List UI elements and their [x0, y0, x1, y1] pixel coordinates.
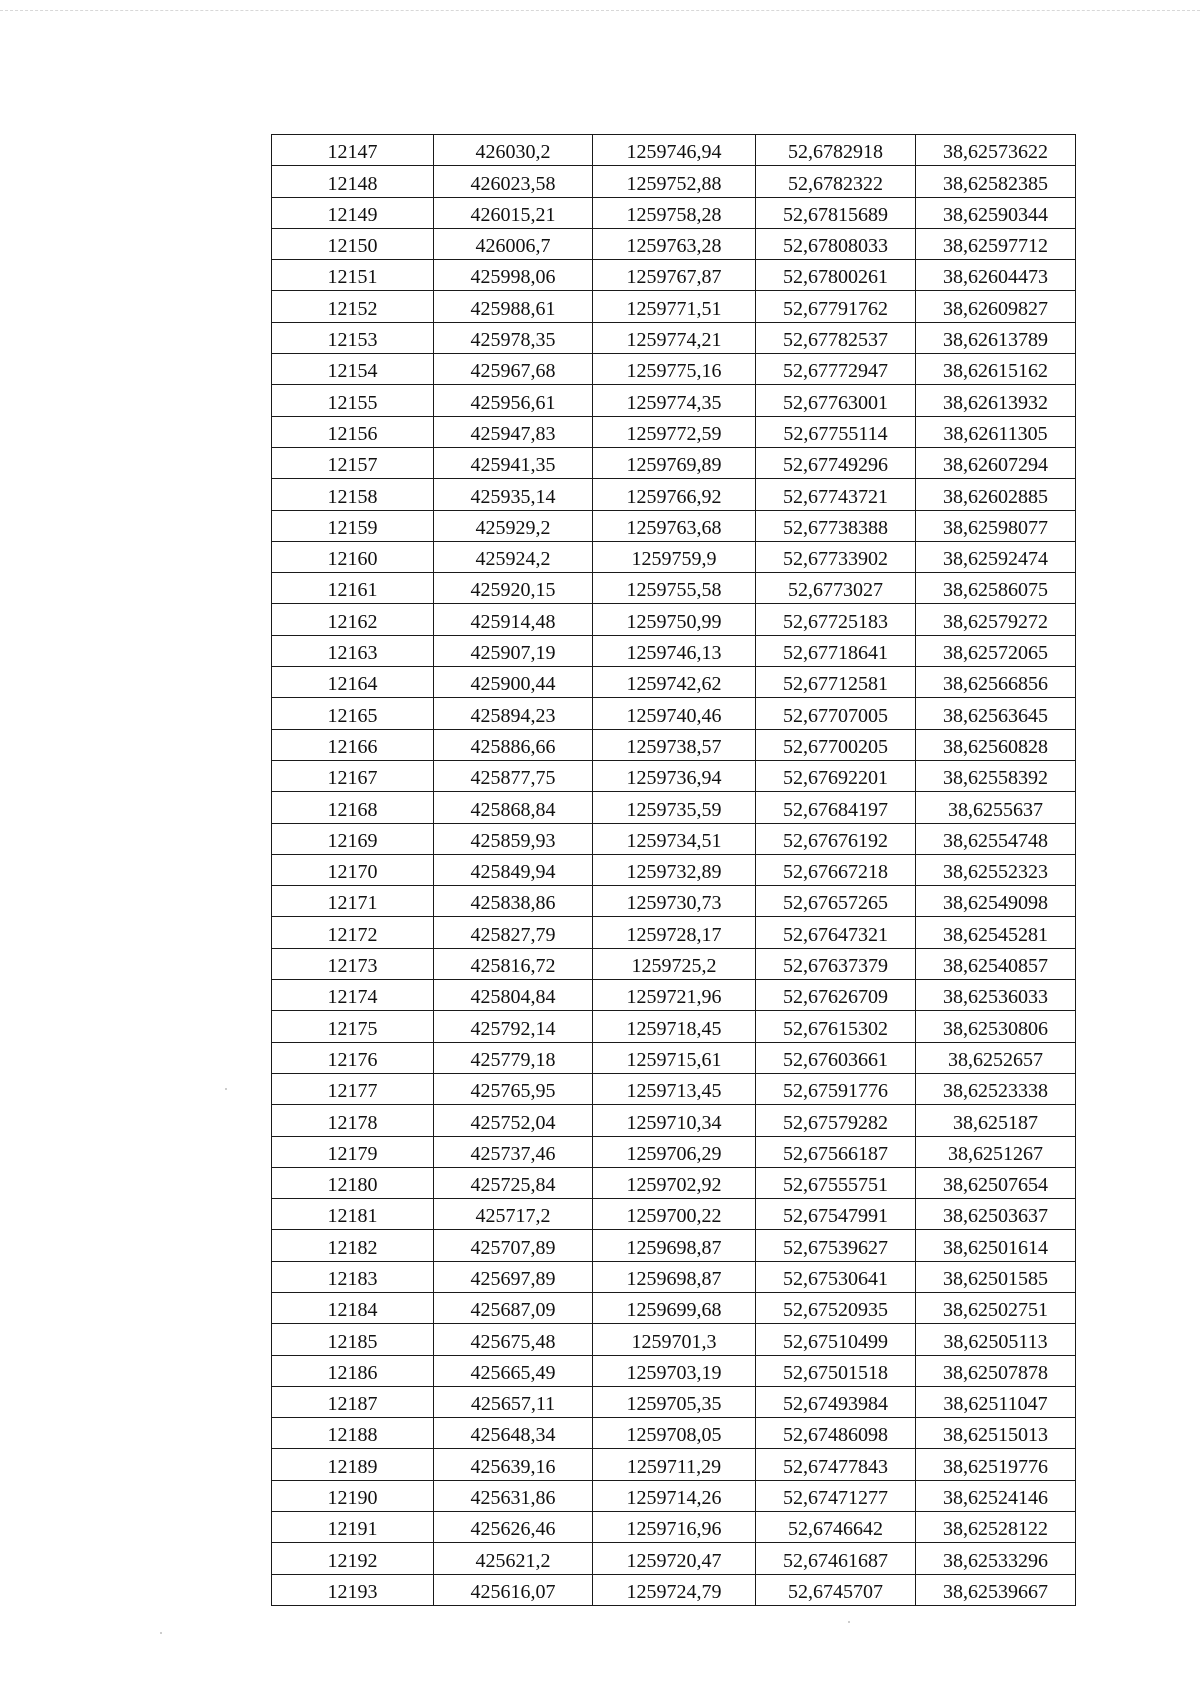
y-coordinate-cell: 1259769,89: [593, 447, 756, 478]
longitude-cell: 38,62602885: [916, 479, 1076, 510]
point-number-cell: 12152: [272, 291, 434, 322]
table-row: [272, 260, 1076, 291]
x-coordinate-cell: 425929,2: [434, 510, 593, 541]
table-row: [272, 416, 1076, 447]
x-coordinate-cell: 425947,83: [434, 416, 593, 447]
point-number-cell: 12168: [272, 792, 434, 823]
longitude-cell: 38,62598077: [916, 510, 1076, 541]
table-row: [272, 1292, 1076, 1323]
point-number-cell: 12170: [272, 854, 434, 885]
scan-speck: [848, 1621, 850, 1623]
x-coordinate-cell: 425675,48: [434, 1324, 593, 1355]
longitude-cell: 38,62563645: [916, 698, 1076, 729]
table-row: [272, 166, 1076, 197]
y-coordinate-cell: 1259772,59: [593, 416, 756, 447]
table-row: [272, 980, 1076, 1011]
y-coordinate-cell: 1259721,96: [593, 980, 756, 1011]
longitude-cell: 38,62501585: [916, 1261, 1076, 1292]
latitude-cell: 52,67772947: [756, 354, 916, 385]
table-row: [272, 1011, 1076, 1042]
y-coordinate-cell: 1259755,58: [593, 573, 756, 604]
coordinates-table: [271, 134, 1076, 1606]
latitude-cell: 52,67626709: [756, 980, 916, 1011]
y-coordinate-cell: 1259700,22: [593, 1199, 756, 1230]
longitude-cell: 38,62530806: [916, 1011, 1076, 1042]
x-coordinate-cell: 425792,14: [434, 1011, 593, 1042]
x-coordinate-cell: 426006,7: [434, 228, 593, 259]
table-row: [272, 635, 1076, 666]
y-coordinate-cell: 1259703,19: [593, 1355, 756, 1386]
longitude-cell: 38,62597712: [916, 228, 1076, 259]
x-coordinate-cell: 425868,84: [434, 792, 593, 823]
table-row: [272, 1355, 1076, 1386]
latitude-cell: 52,67808033: [756, 228, 916, 259]
x-coordinate-cell: 425886,66: [434, 729, 593, 760]
x-coordinate-cell: 425657,11: [434, 1386, 593, 1417]
point-number-cell: 12181: [272, 1199, 434, 1230]
longitude-cell: 38,62533296: [916, 1543, 1076, 1574]
x-coordinate-cell: 425697,89: [434, 1261, 593, 1292]
table-row: [272, 291, 1076, 322]
table-row: [272, 1042, 1076, 1073]
table-row: [272, 948, 1076, 979]
x-coordinate-cell: 426023,58: [434, 166, 593, 197]
latitude-cell: 52,67815689: [756, 197, 916, 228]
point-number-cell: 12166: [272, 729, 434, 760]
latitude-cell: 52,67520935: [756, 1292, 916, 1323]
x-coordinate-cell: 425687,09: [434, 1292, 593, 1323]
x-coordinate-cell: 425956,61: [434, 385, 593, 416]
x-coordinate-cell: 425648,34: [434, 1418, 593, 1449]
latitude-cell: 52,67725183: [756, 604, 916, 635]
point-number-cell: 12179: [272, 1136, 434, 1167]
point-number-cell: 12190: [272, 1480, 434, 1511]
latitude-cell: 52,67692201: [756, 760, 916, 791]
point-number-cell: 12155: [272, 385, 434, 416]
latitude-cell: 52,67615302: [756, 1011, 916, 1042]
point-number-cell: 12171: [272, 886, 434, 917]
y-coordinate-cell: 1259720,47: [593, 1543, 756, 1574]
table-row: [272, 573, 1076, 604]
longitude-cell: 38,6252657: [916, 1042, 1076, 1073]
latitude-cell: 52,67684197: [756, 792, 916, 823]
point-number-cell: 12180: [272, 1167, 434, 1198]
coordinates-table-body: [272, 135, 1076, 1606]
latitude-cell: 52,6773027: [756, 573, 916, 604]
x-coordinate-cell: 425941,35: [434, 447, 593, 478]
y-coordinate-cell: 1259711,29: [593, 1449, 756, 1480]
table-row: [272, 1418, 1076, 1449]
y-coordinate-cell: 1259730,73: [593, 886, 756, 917]
table-row: [272, 510, 1076, 541]
longitude-cell: 38,62501614: [916, 1230, 1076, 1261]
y-coordinate-cell: 1259732,89: [593, 854, 756, 885]
longitude-cell: 38,62573622: [916, 135, 1076, 166]
y-coordinate-cell: 1259750,99: [593, 604, 756, 635]
y-coordinate-cell: 1259766,92: [593, 479, 756, 510]
y-coordinate-cell: 1259746,13: [593, 635, 756, 666]
latitude-cell: 52,67749296: [756, 447, 916, 478]
x-coordinate-cell: 425988,61: [434, 291, 593, 322]
longitude-cell: 38,62613789: [916, 322, 1076, 353]
x-coordinate-cell: 425924,2: [434, 541, 593, 572]
latitude-cell: 52,67707005: [756, 698, 916, 729]
x-coordinate-cell: 425849,94: [434, 854, 593, 885]
y-coordinate-cell: 1259728,17: [593, 917, 756, 948]
y-coordinate-cell: 1259725,2: [593, 948, 756, 979]
point-number-cell: 12189: [272, 1449, 434, 1480]
latitude-cell: 52,67461687: [756, 1543, 916, 1574]
longitude-cell: 38,62609827: [916, 291, 1076, 322]
y-coordinate-cell: 1259734,51: [593, 823, 756, 854]
longitude-cell: 38,62566856: [916, 667, 1076, 698]
longitude-cell: 38,62613932: [916, 385, 1076, 416]
longitude-cell: 38,62523338: [916, 1073, 1076, 1104]
point-number-cell: 12167: [272, 760, 434, 791]
point-number-cell: 12147: [272, 135, 434, 166]
table-row: [272, 1512, 1076, 1543]
table-row: [272, 667, 1076, 698]
latitude-cell: 52,67579282: [756, 1105, 916, 1136]
longitude-cell: 38,62560828: [916, 729, 1076, 760]
table-row: [272, 228, 1076, 259]
scan-speck: [160, 1632, 162, 1634]
y-coordinate-cell: 1259710,34: [593, 1105, 756, 1136]
longitude-cell: 38,62539667: [916, 1574, 1076, 1605]
point-number-cell: 12192: [272, 1543, 434, 1574]
table-row: [272, 197, 1076, 228]
longitude-cell: 38,62592474: [916, 541, 1076, 572]
table-row: [272, 698, 1076, 729]
y-coordinate-cell: 1259701,3: [593, 1324, 756, 1355]
longitude-cell: 38,62582385: [916, 166, 1076, 197]
y-coordinate-cell: 1259774,21: [593, 322, 756, 353]
y-coordinate-cell: 1259775,16: [593, 354, 756, 385]
x-coordinate-cell: 425717,2: [434, 1199, 593, 1230]
latitude-cell: 52,67718641: [756, 635, 916, 666]
latitude-cell: 52,67800261: [756, 260, 916, 291]
latitude-cell: 52,67493984: [756, 1386, 916, 1417]
y-coordinate-cell: 1259742,62: [593, 667, 756, 698]
y-coordinate-cell: 1259736,94: [593, 760, 756, 791]
latitude-cell: 52,67539627: [756, 1230, 916, 1261]
longitude-cell: 38,62536033: [916, 980, 1076, 1011]
x-coordinate-cell: 425707,89: [434, 1230, 593, 1261]
latitude-cell: 52,67676192: [756, 823, 916, 854]
latitude-cell: 52,67471277: [756, 1480, 916, 1511]
point-number-cell: 12178: [272, 1105, 434, 1136]
y-coordinate-cell: 1259714,26: [593, 1480, 756, 1511]
latitude-cell: 52,67712581: [756, 667, 916, 698]
x-coordinate-cell: 425998,06: [434, 260, 593, 291]
latitude-cell: 52,67738388: [756, 510, 916, 541]
longitude-cell: 38,62579272: [916, 604, 1076, 635]
point-number-cell: 12193: [272, 1574, 434, 1605]
table-row: [272, 917, 1076, 948]
table-row: [272, 1449, 1076, 1480]
x-coordinate-cell: 425827,79: [434, 917, 593, 948]
longitude-cell: 38,62505113: [916, 1324, 1076, 1355]
table-row: [272, 541, 1076, 572]
point-number-cell: 12191: [272, 1512, 434, 1543]
y-coordinate-cell: 1259724,79: [593, 1574, 756, 1605]
x-coordinate-cell: 425816,72: [434, 948, 593, 979]
x-coordinate-cell: 425779,18: [434, 1042, 593, 1073]
x-coordinate-cell: 425616,07: [434, 1574, 593, 1605]
y-coordinate-cell: 1259746,94: [593, 135, 756, 166]
point-number-cell: 12150: [272, 228, 434, 259]
y-coordinate-cell: 1259698,87: [593, 1261, 756, 1292]
longitude-cell: 38,62507878: [916, 1355, 1076, 1386]
latitude-cell: 52,67547991: [756, 1199, 916, 1230]
point-number-cell: 12187: [272, 1386, 434, 1417]
x-coordinate-cell: 425914,48: [434, 604, 593, 635]
point-number-cell: 12182: [272, 1230, 434, 1261]
point-number-cell: 12149: [272, 197, 434, 228]
x-coordinate-cell: 425621,2: [434, 1543, 593, 1574]
latitude-cell: 52,67755114: [756, 416, 916, 447]
latitude-cell: 52,67743721: [756, 479, 916, 510]
point-number-cell: 12173: [272, 948, 434, 979]
latitude-cell: 52,67733902: [756, 541, 916, 572]
latitude-cell: 52,67637379: [756, 948, 916, 979]
x-coordinate-cell: 425920,15: [434, 573, 593, 604]
x-coordinate-cell: 425631,86: [434, 1480, 593, 1511]
point-number-cell: 12165: [272, 698, 434, 729]
point-number-cell: 12160: [272, 541, 434, 572]
x-coordinate-cell: 425626,46: [434, 1512, 593, 1543]
scan-edge-line: [0, 10, 1200, 11]
y-coordinate-cell: 1259713,45: [593, 1073, 756, 1104]
longitude-cell: 38,62524146: [916, 1480, 1076, 1511]
point-number-cell: 12177: [272, 1073, 434, 1104]
point-number-cell: 12157: [272, 447, 434, 478]
table-row: [272, 823, 1076, 854]
table-row: [272, 322, 1076, 353]
y-coordinate-cell: 1259716,96: [593, 1512, 756, 1543]
table-row: [272, 1073, 1076, 1104]
point-number-cell: 12162: [272, 604, 434, 635]
y-coordinate-cell: 1259767,87: [593, 260, 756, 291]
table-row: [272, 1386, 1076, 1417]
point-number-cell: 12184: [272, 1292, 434, 1323]
longitude-cell: 38,6255637: [916, 792, 1076, 823]
x-coordinate-cell: 425737,46: [434, 1136, 593, 1167]
latitude-cell: 52,67555751: [756, 1167, 916, 1198]
table-row: [272, 354, 1076, 385]
x-coordinate-cell: 426015,21: [434, 197, 593, 228]
latitude-cell: 52,67782537: [756, 322, 916, 353]
point-number-cell: 12159: [272, 510, 434, 541]
y-coordinate-cell: 1259706,29: [593, 1136, 756, 1167]
table-row: [272, 1261, 1076, 1292]
y-coordinate-cell: 1259763,68: [593, 510, 756, 541]
latitude-cell: 52,67791762: [756, 291, 916, 322]
y-coordinate-cell: 1259698,87: [593, 1230, 756, 1261]
longitude-cell: 38,62604473: [916, 260, 1076, 291]
x-coordinate-cell: 425967,68: [434, 354, 593, 385]
x-coordinate-cell: 425894,23: [434, 698, 593, 729]
y-coordinate-cell: 1259699,68: [593, 1292, 756, 1323]
latitude-cell: 52,6782322: [756, 166, 916, 197]
point-number-cell: 12161: [272, 573, 434, 604]
x-coordinate-cell: 425877,75: [434, 760, 593, 791]
point-number-cell: 12185: [272, 1324, 434, 1355]
latitude-cell: 52,67603661: [756, 1042, 916, 1073]
table-row: [272, 1105, 1076, 1136]
y-coordinate-cell: 1259708,05: [593, 1418, 756, 1449]
x-coordinate-cell: 425900,44: [434, 667, 593, 698]
latitude-cell: 52,67657265: [756, 886, 916, 917]
point-number-cell: 12156: [272, 416, 434, 447]
table-row: [272, 385, 1076, 416]
longitude-cell: 38,62611305: [916, 416, 1076, 447]
table-row: [272, 604, 1076, 635]
x-coordinate-cell: 425907,19: [434, 635, 593, 666]
latitude-cell: 52,6746642: [756, 1512, 916, 1543]
longitude-cell: 38,62554748: [916, 823, 1076, 854]
table-row: [272, 1199, 1076, 1230]
y-coordinate-cell: 1259759,9: [593, 541, 756, 572]
x-coordinate-cell: 425765,95: [434, 1073, 593, 1104]
x-coordinate-cell: 425665,49: [434, 1355, 593, 1386]
longitude-cell: 38,625187: [916, 1105, 1076, 1136]
latitude-cell: 52,67566187: [756, 1136, 916, 1167]
table-row: [272, 1136, 1076, 1167]
x-coordinate-cell: 425725,84: [434, 1167, 593, 1198]
latitude-cell: 52,6745707: [756, 1574, 916, 1605]
latitude-cell: 52,6782918: [756, 135, 916, 166]
table-row: [272, 886, 1076, 917]
x-coordinate-cell: 425639,16: [434, 1449, 593, 1480]
latitude-cell: 52,67477843: [756, 1449, 916, 1480]
point-number-cell: 12163: [272, 635, 434, 666]
y-coordinate-cell: 1259740,46: [593, 698, 756, 729]
longitude-cell: 38,62607294: [916, 447, 1076, 478]
point-number-cell: 12153: [272, 322, 434, 353]
scan-speck: [225, 1088, 227, 1090]
point-number-cell: 12164: [272, 667, 434, 698]
point-number-cell: 12186: [272, 1355, 434, 1386]
y-coordinate-cell: 1259718,45: [593, 1011, 756, 1042]
point-number-cell: 12174: [272, 980, 434, 1011]
longitude-cell: 38,62515013: [916, 1418, 1076, 1449]
longitude-cell: 38,6251267: [916, 1136, 1076, 1167]
table-row: [272, 1543, 1076, 1574]
longitude-cell: 38,62545281: [916, 917, 1076, 948]
x-coordinate-cell: 425752,04: [434, 1105, 593, 1136]
latitude-cell: 52,67486098: [756, 1418, 916, 1449]
table-row: [272, 792, 1076, 823]
table-row: [272, 447, 1076, 478]
table-row: [272, 135, 1076, 166]
point-number-cell: 12148: [272, 166, 434, 197]
x-coordinate-cell: 425838,86: [434, 886, 593, 917]
latitude-cell: 52,67501518: [756, 1355, 916, 1386]
latitude-cell: 52,67667218: [756, 854, 916, 885]
point-number-cell: 12188: [272, 1418, 434, 1449]
latitude-cell: 52,67763001: [756, 385, 916, 416]
y-coordinate-cell: 1259771,51: [593, 291, 756, 322]
table-row: [272, 1167, 1076, 1198]
y-coordinate-cell: 1259763,28: [593, 228, 756, 259]
x-coordinate-cell: 425978,35: [434, 322, 593, 353]
longitude-cell: 38,62558392: [916, 760, 1076, 791]
point-number-cell: 12169: [272, 823, 434, 854]
point-number-cell: 12176: [272, 1042, 434, 1073]
latitude-cell: 52,67591776: [756, 1073, 916, 1104]
table-row: [272, 729, 1076, 760]
point-number-cell: 12151: [272, 260, 434, 291]
longitude-cell: 38,62503637: [916, 1199, 1076, 1230]
y-coordinate-cell: 1259752,88: [593, 166, 756, 197]
longitude-cell: 38,62519776: [916, 1449, 1076, 1480]
table-row: [272, 760, 1076, 791]
y-coordinate-cell: 1259715,61: [593, 1042, 756, 1073]
x-coordinate-cell: 425804,84: [434, 980, 593, 1011]
point-number-cell: 12172: [272, 917, 434, 948]
table-row: [272, 1230, 1076, 1261]
longitude-cell: 38,62540857: [916, 948, 1076, 979]
longitude-cell: 38,62549098: [916, 886, 1076, 917]
y-coordinate-cell: 1259774,35: [593, 385, 756, 416]
longitude-cell: 38,62590344: [916, 197, 1076, 228]
table-row: [272, 1480, 1076, 1511]
y-coordinate-cell: 1259758,28: [593, 197, 756, 228]
x-coordinate-cell: 425859,93: [434, 823, 593, 854]
point-number-cell: 12158: [272, 479, 434, 510]
longitude-cell: 38,62572065: [916, 635, 1076, 666]
table-row: [272, 854, 1076, 885]
y-coordinate-cell: 1259702,92: [593, 1167, 756, 1198]
x-coordinate-cell: 425935,14: [434, 479, 593, 510]
y-coordinate-cell: 1259705,35: [593, 1386, 756, 1417]
longitude-cell: 38,62511047: [916, 1386, 1076, 1417]
longitude-cell: 38,62586075: [916, 573, 1076, 604]
point-number-cell: 12154: [272, 354, 434, 385]
table-row: [272, 479, 1076, 510]
latitude-cell: 52,67530641: [756, 1261, 916, 1292]
y-coordinate-cell: 1259738,57: [593, 729, 756, 760]
table-row: [272, 1574, 1076, 1605]
longitude-cell: 38,62552323: [916, 854, 1076, 885]
latitude-cell: 52,67510499: [756, 1324, 916, 1355]
longitude-cell: 38,62528122: [916, 1512, 1076, 1543]
y-coordinate-cell: 1259735,59: [593, 792, 756, 823]
longitude-cell: 38,62507654: [916, 1167, 1076, 1198]
latitude-cell: 52,67700205: [756, 729, 916, 760]
x-coordinate-cell: 426030,2: [434, 135, 593, 166]
point-number-cell: 12183: [272, 1261, 434, 1292]
table-row: [272, 1324, 1076, 1355]
point-number-cell: 12175: [272, 1011, 434, 1042]
longitude-cell: 38,62502751: [916, 1292, 1076, 1323]
longitude-cell: 38,62615162: [916, 354, 1076, 385]
latitude-cell: 52,67647321: [756, 917, 916, 948]
